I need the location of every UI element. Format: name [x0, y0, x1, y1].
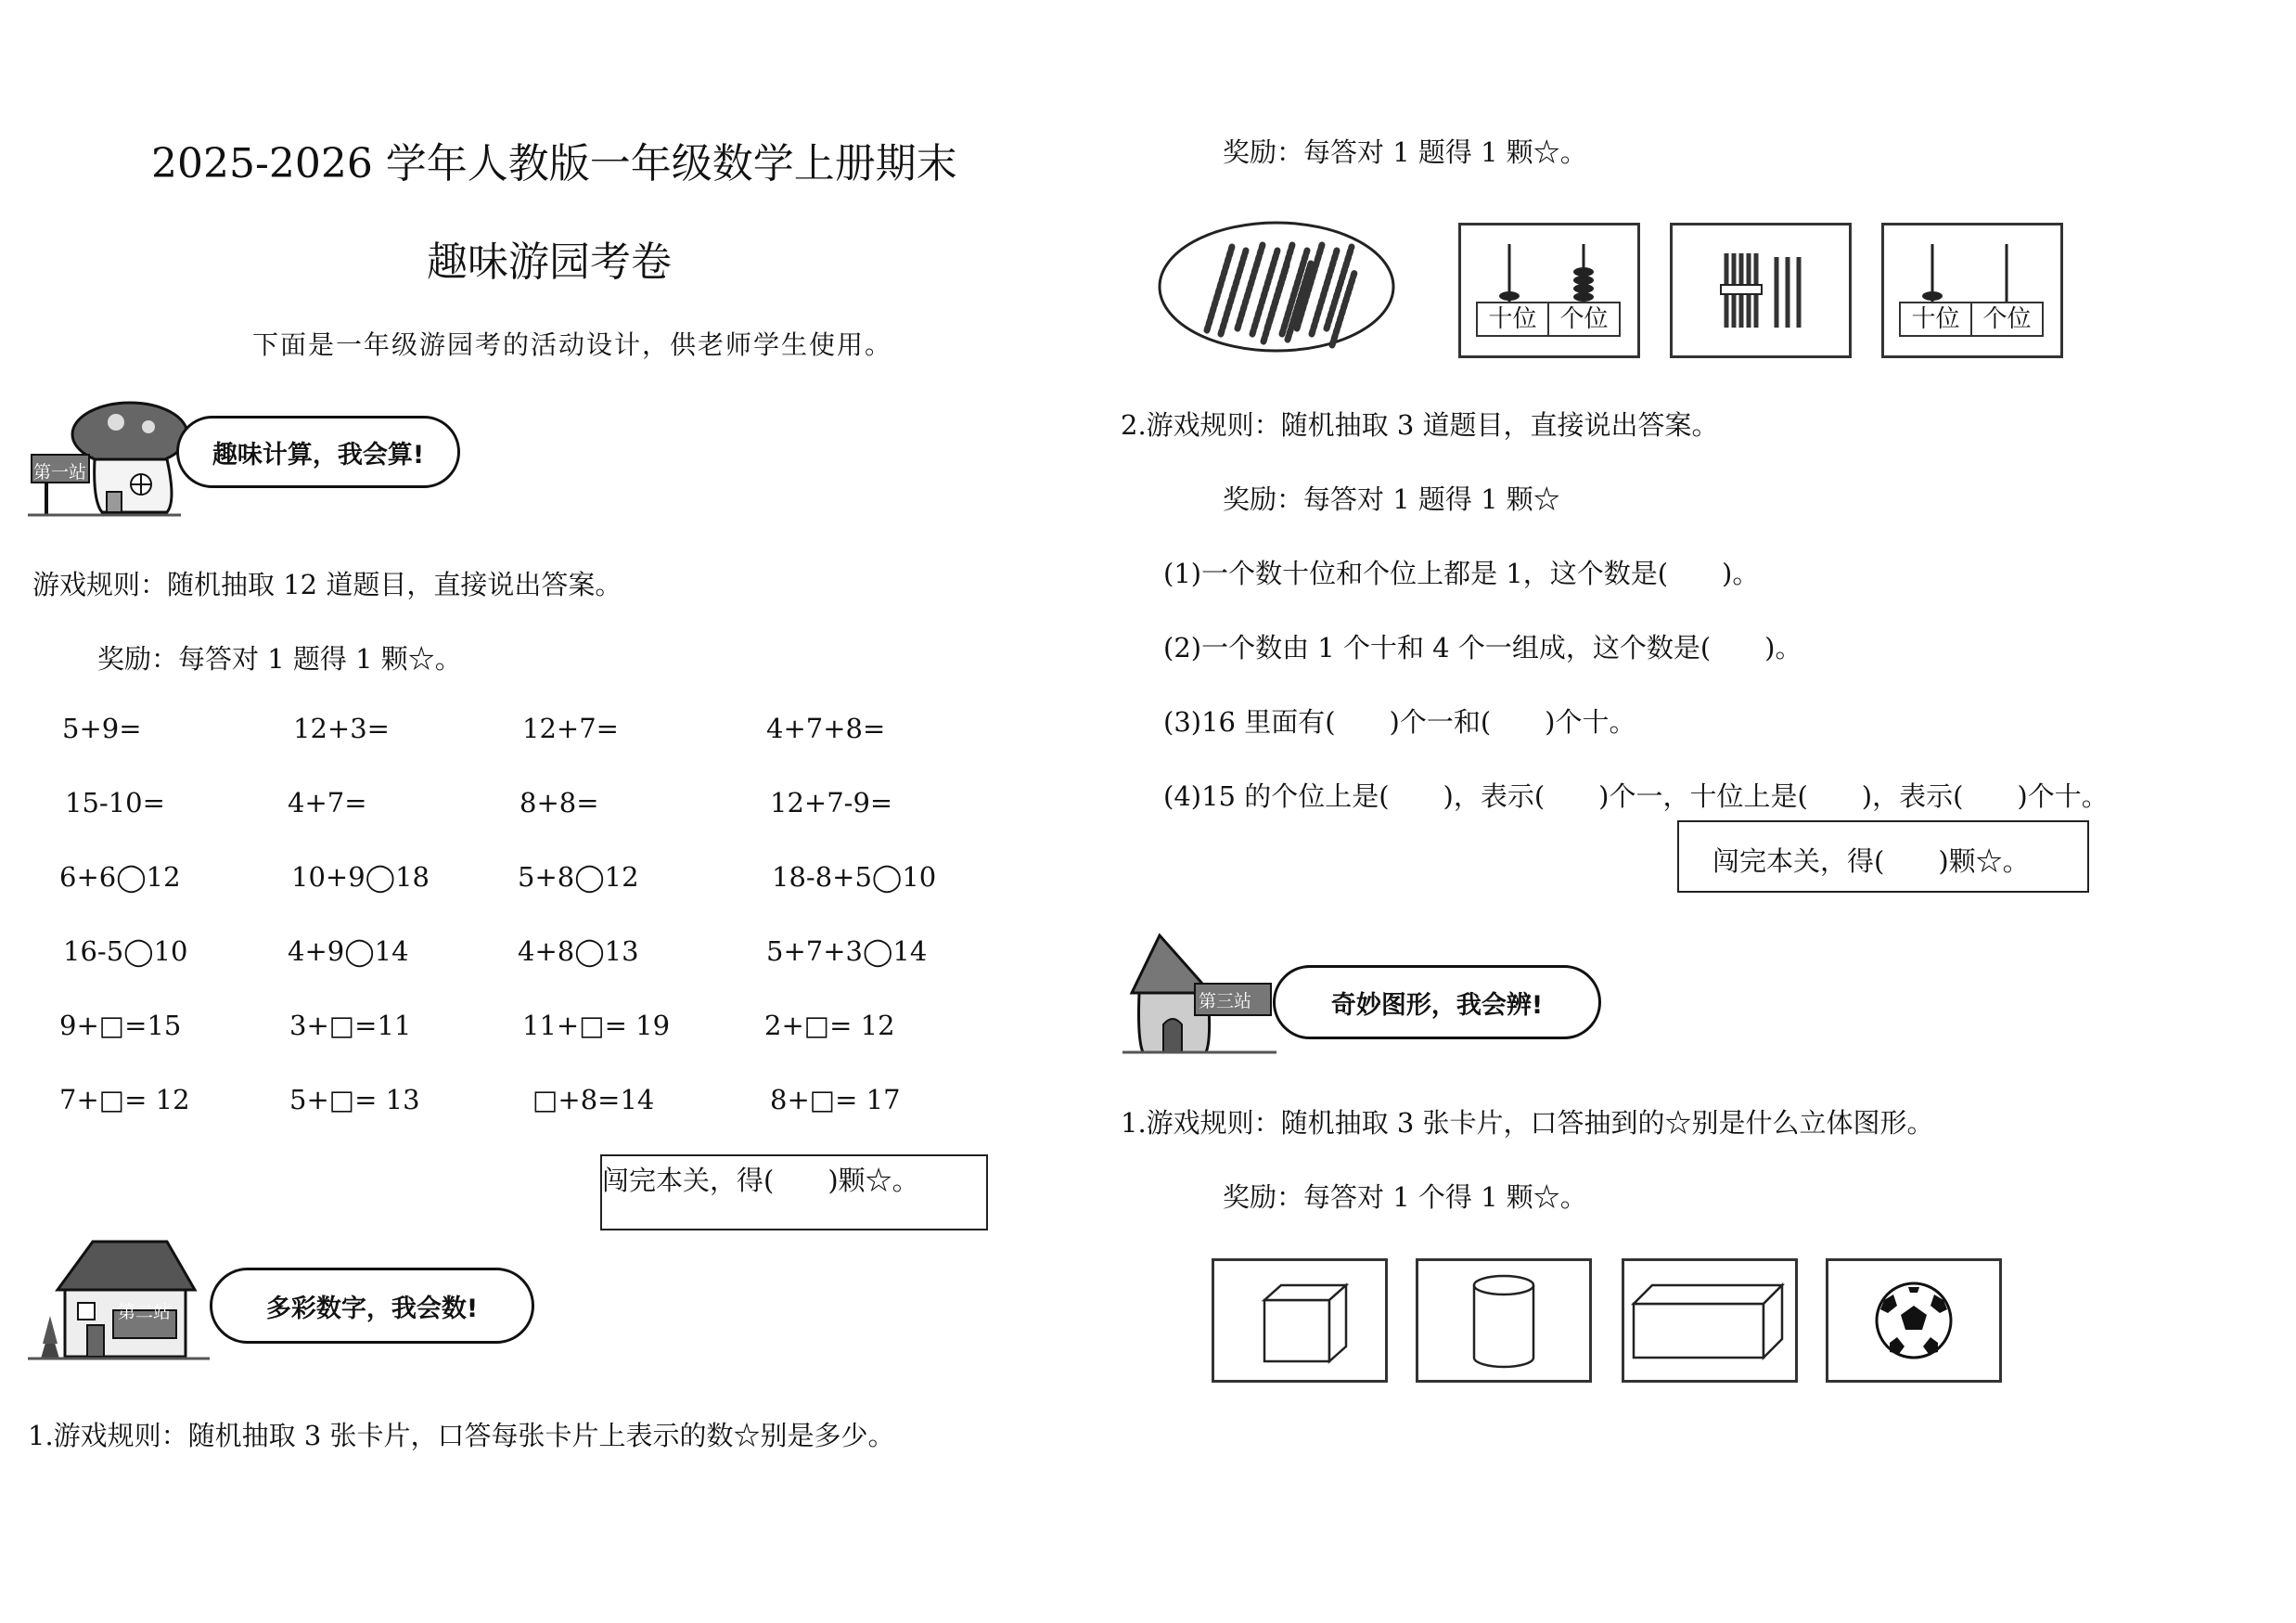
- station2-rule2: 2.游戏规则：随机抽取 3 道题目，直接说出答案。: [1121, 409, 1719, 441]
- station3-reward: 奖励：每答对 1 个得 1 颗☆。: [1223, 1181, 1587, 1213]
- cylinder-card: [1416, 1258, 1592, 1383]
- page-title: 2025-2026 学年人教版一年级数学上册期末: [151, 140, 957, 187]
- abacus-card-2: [1881, 223, 2063, 358]
- station1-reward: 奖励：每答对 1 题得 1 颗☆。: [97, 643, 462, 675]
- soccer-ball-icon: [1828, 1261, 1999, 1380]
- station2-reward1: 奖励：每答对 1 题得 1 颗☆。: [1223, 136, 1587, 168]
- station2-bubble: 多彩数字，我会数!: [210, 1268, 534, 1344]
- question-4: (4)15 的个位上是( )，表示( )个一，十位上是( )，表示( )个十。: [1163, 780, 2109, 812]
- problem: 5+7+3◯14: [766, 935, 928, 967]
- problem: 7+□= 12: [59, 1084, 190, 1115]
- station3-bubble: 奇妙图形，我会辨!: [1273, 965, 1601, 1039]
- problem: 4+7=: [288, 787, 367, 818]
- problem: □+8=14: [532, 1084, 655, 1115]
- problem: 16-5◯10: [63, 935, 188, 967]
- problem: 5+9=: [62, 713, 142, 744]
- problem: 6+6◯12: [59, 861, 181, 893]
- tens-label: 十位: [1901, 303, 1972, 335]
- problem: 3+□=11: [289, 1010, 412, 1041]
- problem: 11+□= 19: [522, 1010, 671, 1041]
- station1-result-box: [600, 1154, 988, 1230]
- station3-rule: 1.游戏规则：随机抽取 3 张卡片，口答抽到的☆别是什么立体图形。: [1121, 1107, 1934, 1139]
- place-value-labels: [1476, 302, 1621, 337]
- station1-bubble: 趣味计算，我会算!: [176, 416, 460, 488]
- problem: 18-8+5◯10: [772, 861, 937, 893]
- cube-card: [1212, 1258, 1388, 1383]
- station2-result: 闯完本关，得( )颗☆。: [1712, 845, 2030, 877]
- station1-result: 闯完本关，得( )颗☆。: [602, 1165, 919, 1196]
- stick-bundle-icon: [1673, 225, 1849, 355]
- problem: 2+□= 12: [764, 1010, 895, 1041]
- intro-text: 下面是一年级游园考的活动设计，供老师学生使用。: [252, 329, 893, 360]
- station2-sign: 第二站: [118, 1302, 172, 1322]
- problem: 4+7+8=: [766, 713, 886, 744]
- problem: 5+8◯12: [518, 861, 639, 893]
- problem: 9+□=15: [59, 1010, 182, 1041]
- problem: 15-10=: [65, 787, 165, 818]
- counting-sticks-card: [1156, 219, 1397, 354]
- problem: 5+□= 13: [289, 1084, 420, 1115]
- problem: 4+8◯13: [518, 935, 639, 967]
- ones-label: 个位: [1982, 305, 2032, 333]
- place-value-labels: [1899, 302, 2044, 337]
- problem: 8+□= 17: [770, 1084, 901, 1115]
- bundle-sticks-card: [1670, 223, 1852, 358]
- station1-sign: 第一站: [33, 462, 87, 483]
- cylinder-icon: [1418, 1261, 1589, 1380]
- station2-result-box: [1677, 820, 2089, 893]
- ones-label: 个位: [1559, 305, 1609, 333]
- problem: 12+3=: [293, 713, 390, 744]
- problem: 10+9◯18: [291, 861, 430, 893]
- station2-rule1: 1.游戏规则：随机抽取 3 张卡片，口答每张卡片上表示的数☆别是多少。: [28, 1420, 895, 1451]
- sphere-card: [1826, 1258, 2002, 1383]
- abacus-card-1: [1458, 223, 1640, 358]
- cube-icon: [1214, 1261, 1385, 1380]
- problem: 12+7=: [522, 713, 619, 744]
- station3-sign: 第三站: [1199, 991, 1252, 1011]
- problem: 8+8=: [519, 787, 599, 818]
- question-1: (1)一个数十位和个位上都是 1，这个数是( )。: [1163, 558, 1760, 589]
- cuboid-card: [1622, 1258, 1798, 1383]
- cuboid-icon: [1624, 1261, 1795, 1380]
- tens-label: 十位: [1478, 303, 1549, 335]
- station2-reward2: 奖励：每答对 1 题得 1 颗☆: [1223, 483, 1560, 515]
- problem: 4+9◯14: [288, 935, 409, 967]
- question-3: (3)16 里面有( )个一和( )个十。: [1163, 706, 1636, 738]
- question-2: (2)一个数由 1 个十和 4 个一组成，这个数是( )。: [1163, 632, 1802, 663]
- station1-rule: 游戏规则：随机抽取 12 道题目，直接说出答案。: [32, 569, 622, 600]
- page-subtitle: 趣味游园考卷: [427, 238, 672, 286]
- problem: 12+7-9=: [770, 787, 893, 818]
